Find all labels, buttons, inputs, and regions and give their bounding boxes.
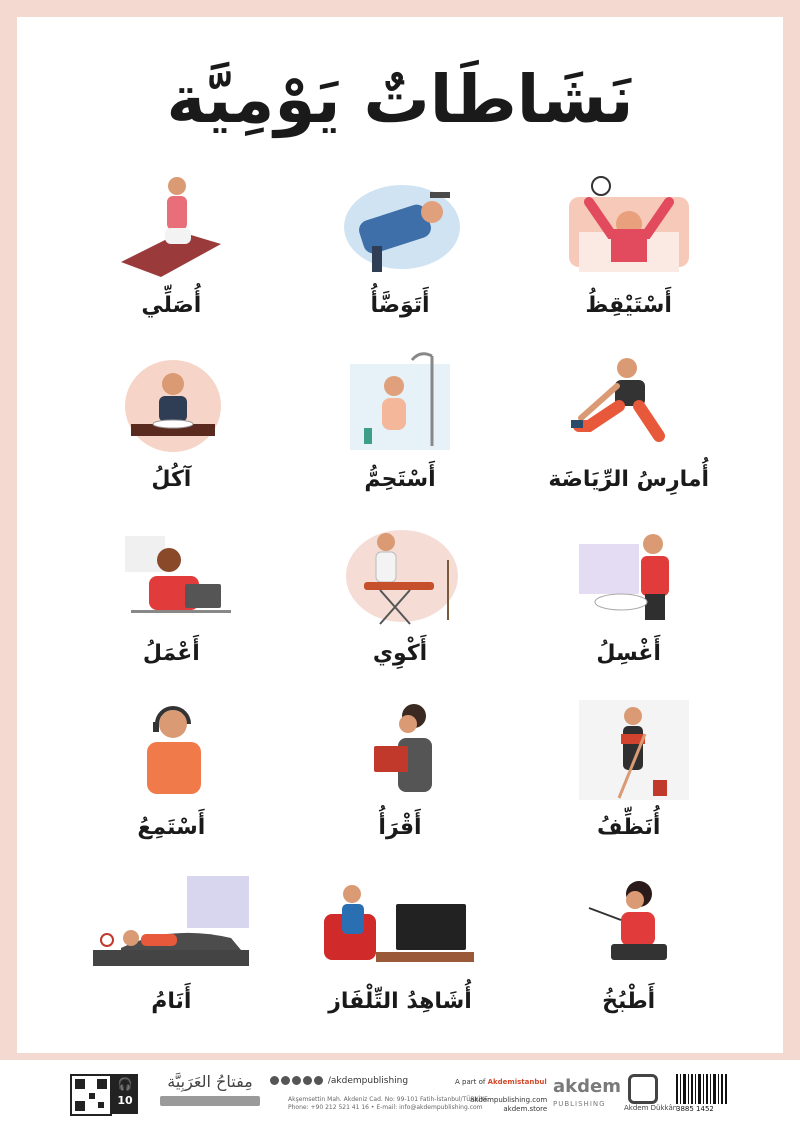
eating-illustration [91, 346, 251, 456]
activity-card [514, 172, 743, 346]
activity-label: أَنَامُ [151, 989, 192, 1014]
cooking-illustration [549, 868, 709, 978]
poster [17, 17, 783, 1053]
praying-illustration [91, 172, 251, 282]
activity-label: أَسْتَيْقِظُ [585, 293, 672, 318]
shop-name: Akdem Dükkân [624, 1104, 678, 1112]
activity-label: أَعْمَلُ [142, 641, 200, 666]
footer [0, 1060, 800, 1123]
publisher-subtitle: PUBLISHING [553, 1100, 606, 1108]
activity-label: أَطْبُخُ [602, 989, 656, 1014]
barcode-number: 3885 1452 [676, 1105, 714, 1113]
activity-card [514, 346, 743, 520]
page-title: نَشَاطَاتٌ يَوْمِيَّة [166, 61, 634, 138]
facebook-icon [270, 1076, 279, 1085]
activity-label: آكُلُ [151, 467, 192, 492]
activity-card [514, 694, 743, 868]
store-link[interactable]: akdem.store [503, 1105, 548, 1113]
shop-logo-icon [628, 1074, 658, 1104]
series-tagline [160, 1096, 260, 1106]
activity-label: أُنَظِّفُ [596, 815, 661, 840]
activity-card [514, 520, 743, 694]
activity-card [57, 520, 286, 694]
activity-label: أُشَاهِدُ التِّلْفَاز [328, 989, 472, 1014]
activity-label: أُصَلِّي [141, 293, 202, 318]
activity-label: أَقْرَأُ [378, 815, 422, 840]
series-logo: مِفتاحُ العَرَبِيَّة [167, 1072, 253, 1091]
activity-label: أَتَوَضَّأُ [370, 293, 430, 318]
cleaning-illustration [549, 694, 709, 804]
social-links[interactable] [270, 1076, 408, 1086]
sleeping-illustration [91, 868, 251, 978]
reading-illustration [320, 694, 480, 804]
social-handle: /akdempublishing [327, 1076, 409, 1086]
activity-card [57, 172, 286, 346]
activity-card [286, 868, 515, 1042]
instagram-icon [303, 1076, 312, 1085]
website-links[interactable] [470, 1096, 547, 1114]
activity-card [286, 346, 515, 520]
exercising-illustration [549, 346, 709, 456]
activity-label: أَسْتَمِعُ [137, 815, 206, 840]
barcode [676, 1074, 728, 1104]
showering-illustration [320, 346, 480, 456]
website[interactable]: akdempublishing.com [470, 1096, 548, 1104]
activity-grid [57, 172, 743, 1042]
activity-label: أَغْسِلُ [596, 641, 661, 666]
activity-card [286, 520, 515, 694]
headphones-icon: 🎧 10 [112, 1074, 138, 1114]
activity-card [286, 172, 515, 346]
youtube-icon [292, 1076, 301, 1085]
contact: Phone: +90 212 521 41 16 • E-mail: info@akdempublishing.com [288, 1104, 483, 1111]
publisher-logo: akdem [553, 1076, 621, 1097]
parent-company: A part of Akdemistanbul [455, 1078, 547, 1086]
ablution-illustration [320, 172, 480, 282]
watching-tv-illustration [320, 868, 480, 978]
x-icon [281, 1076, 290, 1085]
listening-illustration [91, 694, 251, 804]
activity-label: أُمارِسُ الرِّيَاضَة [548, 467, 710, 492]
activity-card [286, 694, 515, 868]
activity-card [57, 694, 286, 868]
address: Akşemsettin Mah. Akdeniz Cad. No: 99-101 Fatih-İstanbul/TÜRKİYE [288, 1096, 488, 1103]
activity-label: أَسْتَحِمُّ [364, 467, 436, 492]
activity-card [514, 868, 743, 1042]
audio-track-number: 10 [117, 1094, 133, 1107]
qr-code[interactable] [70, 1074, 112, 1116]
activity-card [57, 868, 286, 1042]
waking-up-illustration [549, 172, 709, 282]
activity-card [57, 346, 286, 520]
washing-illustration [549, 520, 709, 630]
activity-label: أَكْوِي [372, 641, 428, 666]
linkedin-icon [314, 1076, 323, 1085]
working-illustration [91, 520, 251, 630]
ironing-illustration [320, 520, 480, 630]
